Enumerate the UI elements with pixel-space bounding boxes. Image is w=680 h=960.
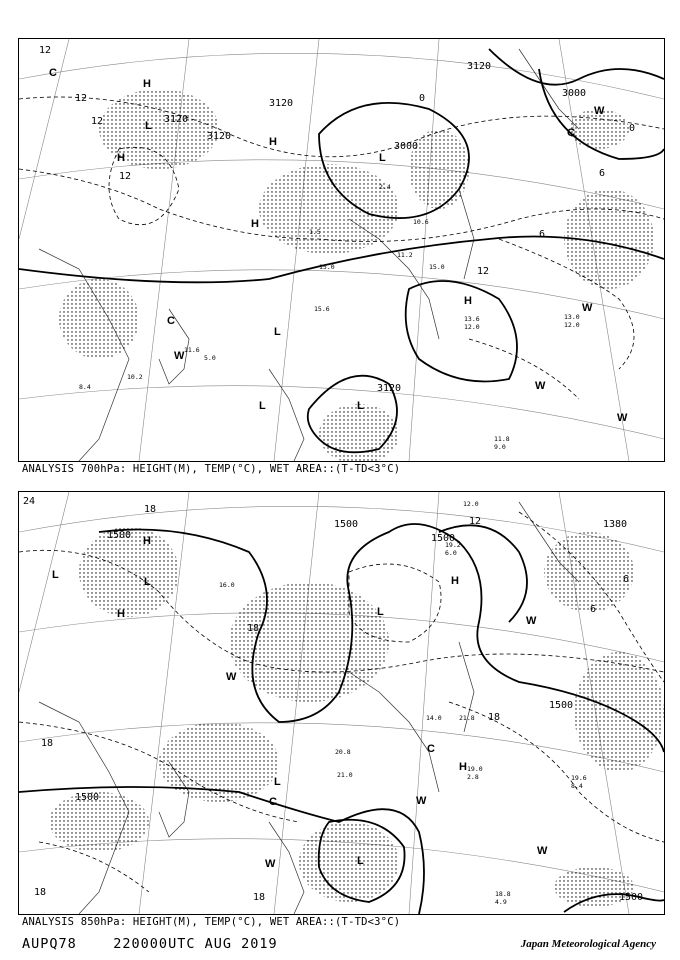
contour-label: 1500 — [75, 792, 100, 803]
center-mark: H — [143, 535, 151, 547]
contour-label: 3120 — [164, 114, 189, 125]
isotherm-label: 12 — [39, 45, 52, 56]
station-value: 19.2 — [445, 541, 461, 549]
map-700hpa — [18, 38, 665, 462]
center-mark: W — [617, 412, 628, 424]
station-value: 19.0 — [467, 765, 483, 773]
center-mark: W — [226, 671, 237, 683]
center-mark: L — [357, 400, 364, 412]
center-mark: L — [259, 400, 266, 412]
center-mark: H — [451, 575, 459, 587]
isotherm-label: 24 — [23, 496, 36, 507]
center-mark: W — [582, 302, 593, 314]
station-value: 1.5 — [309, 228, 321, 236]
center-mark: H — [251, 218, 259, 230]
center-mark: H — [117, 608, 125, 620]
station-value: 2.8 — [467, 773, 479, 781]
station-value: 12.0 — [564, 321, 580, 329]
center-mark: L — [144, 576, 151, 588]
contour-label: 3120 — [269, 98, 294, 109]
center-mark: C — [567, 127, 575, 139]
station-value: 10.2 — [127, 373, 143, 381]
isotherm-label: 12 — [469, 516, 482, 527]
caption-700hpa: ANALYSIS 700hPa: HEIGHT(M), TEMP(°C), WET AREA::(T-TD<3°C) — [22, 463, 401, 475]
isotherm-label: 12 — [119, 171, 132, 182]
center-mark: H — [269, 136, 277, 148]
station-value: 2.4 — [379, 183, 391, 191]
footer-chart-id — [22, 936, 278, 952]
station-value: 12.0 — [463, 500, 479, 508]
station-value: 21.0 — [337, 771, 353, 779]
contour-label: 3120 — [467, 61, 492, 72]
chart-code: AUPQ78 — [22, 936, 77, 952]
isotherm-label: 6 — [599, 168, 606, 179]
station-value: 9.0 — [494, 443, 506, 451]
isotherm-label: 6 — [590, 604, 597, 615]
center-mark: L — [52, 569, 59, 581]
station-value: 6.0 — [445, 549, 457, 557]
station-value: 18.8 — [495, 890, 511, 898]
isotherm-label: 18 — [144, 504, 157, 515]
station-value: 14.0 — [426, 714, 442, 722]
center-mark: W — [174, 350, 185, 362]
center-mark: C — [427, 743, 435, 755]
contour-label: 1500 — [549, 700, 574, 711]
station-value: 21.8 — [459, 714, 475, 722]
station-value: 19.6 — [571, 774, 587, 782]
station-value: 13.0 — [564, 313, 580, 321]
center-mark: H — [117, 152, 125, 164]
isotherm-label: 0 — [629, 123, 636, 134]
contour-label: 1380 — [603, 519, 628, 530]
station-value: 20.8 — [335, 748, 351, 756]
center-mark: H — [459, 761, 467, 773]
isotherm-label: 6 — [623, 574, 630, 585]
center-mark: L — [145, 120, 152, 132]
center-mark: C — [49, 67, 57, 79]
isotherm-label: 18 — [41, 738, 54, 749]
station-value: 8.4 — [79, 383, 91, 391]
isotherm-label: 18 — [247, 623, 260, 634]
isotherm-label: 12 — [477, 266, 490, 277]
contour-label: 1500 — [619, 892, 644, 903]
isotherm-label: 6 — [539, 229, 546, 240]
contour-label: 3000 — [562, 88, 587, 99]
isotherm-label: 12 — [91, 116, 104, 127]
center-mark: W — [526, 615, 537, 627]
isotherm-label: 18 — [253, 892, 266, 903]
agency-credit: Japan Meteorological Agency — [520, 938, 656, 950]
isotherm-label: 12 — [75, 93, 88, 104]
station-value: 11.8 — [494, 435, 510, 443]
station-value: 16.0 — [219, 581, 235, 589]
center-mark: W — [535, 380, 546, 392]
contour-label: 3120 — [377, 383, 402, 394]
station-value: 8.4 — [571, 782, 583, 790]
center-mark: W — [537, 845, 548, 857]
center-mark: L — [274, 326, 281, 338]
station-value: 15.0 — [429, 263, 445, 271]
station-value: 15.0 — [319, 263, 335, 271]
isotherm-label: 0 — [419, 93, 426, 104]
isotherm-label: 18 — [34, 887, 47, 898]
isotherm-label: 18 — [488, 712, 501, 723]
station-value: 11.6 — [184, 346, 200, 354]
station-value: 5.0 — [204, 354, 216, 362]
center-mark: L — [377, 606, 384, 618]
wet-areas — [49, 527, 664, 907]
center-mark: L — [357, 855, 364, 867]
center-mark: L — [274, 776, 281, 788]
contour-label: 3120 — [207, 131, 232, 142]
center-mark: H — [464, 295, 472, 307]
map-850hpa-svg — [19, 492, 664, 914]
station-value: 12.0 — [464, 323, 480, 331]
center-mark: C — [269, 796, 277, 808]
center-mark: W — [416, 795, 427, 807]
station-value: 10.6 — [413, 218, 429, 226]
center-mark: C — [167, 315, 175, 327]
station-value: 4.9 — [495, 898, 507, 906]
map-850hpa — [18, 491, 665, 915]
map-700hpa-svg — [19, 39, 664, 461]
contour-label: 1500 — [107, 530, 132, 541]
station-value: 15.6 — [314, 305, 330, 313]
center-mark: H — [143, 78, 151, 90]
contour-label: 1500 — [334, 519, 359, 530]
center-mark: W — [265, 858, 276, 870]
station-value: 11.2 — [397, 251, 413, 259]
chart-time: 220000UTC AUG 2019 — [113, 936, 278, 952]
center-mark: W — [594, 105, 605, 117]
contour-label: 3000 — [394, 141, 419, 152]
station-value: 13.6 — [464, 315, 480, 323]
center-mark: L — [379, 152, 386, 164]
caption-850hpa: ANALYSIS 850hPa: HEIGHT(M), TEMP(°C), WET AREA::(T-TD<3°C) — [22, 916, 401, 928]
contour-label: 1500 — [431, 533, 456, 544]
